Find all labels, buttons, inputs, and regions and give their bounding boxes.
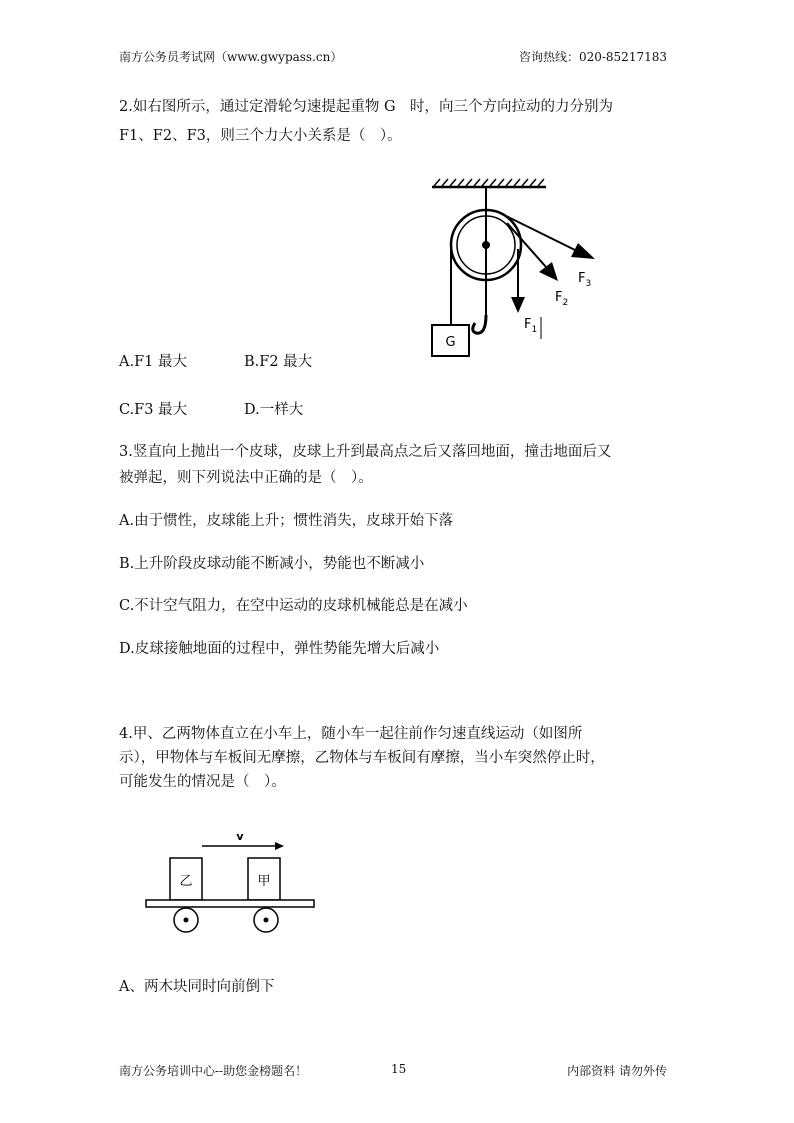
q3-line2: 被弹起，则下列说法中正确的是（ ）。 xyxy=(119,470,373,486)
cart-board xyxy=(146,900,314,907)
label-f3: $F_3$ xyxy=(578,271,592,289)
arrowhead-f3 xyxy=(571,243,595,259)
header-left: 南方公务员考试网（www.gwypass.cn） xyxy=(119,50,343,64)
q2-option-d: D.一样大 xyxy=(244,402,304,418)
cart-figure xyxy=(140,820,320,940)
q4-option-a: A、两木块同时向前倒下 xyxy=(119,979,275,995)
q3-option-c: C.不计空气阻力，在空中运动的皮球机械能总是在减小 xyxy=(119,598,468,614)
hook xyxy=(473,315,486,333)
pulley-figure xyxy=(420,175,620,365)
page-number: 15 xyxy=(391,1062,407,1076)
label-f1: $F_1$ xyxy=(524,317,538,335)
block-yi-label: 乙 xyxy=(179,874,193,889)
q2-option-b: B.F2 最大 xyxy=(244,354,313,370)
velocity-label: v xyxy=(236,830,244,843)
footer-right: 内部资料 请勿外传 xyxy=(567,1064,667,1078)
weight-label: G xyxy=(445,335,456,350)
velocity-arrowhead xyxy=(275,842,284,850)
q2-option-a: A.F1 最大 xyxy=(119,354,187,370)
q4-line3: 可能发生的情况是（ ）。 xyxy=(119,774,286,790)
q3-option-b: B.上升阶段皮球动能不断减小，势能也不断减小 xyxy=(119,556,425,572)
arrowhead-f1 xyxy=(511,297,525,313)
q3-line1: 3.竖直向上抛出一个皮球，皮球上升到最高点之后又落回地面，撞击地面后又 xyxy=(119,444,612,460)
wheel-left-hub xyxy=(184,918,189,923)
q3-option-d: D.皮球接触地面的过程中，弹性势能先增大后减小 xyxy=(119,641,440,657)
ceiling-hatch xyxy=(434,179,544,186)
wheel-right-hub xyxy=(264,918,269,923)
arrowhead-f2 xyxy=(539,262,558,281)
q2-line1: 2.如右图所示，通过定滑轮匀速提起重物 G 时，向三个方向拉动的力分别为 xyxy=(119,99,614,115)
q4-line2: 示），甲物体与车板间无摩擦，乙物体与车板间有摩擦，当小车突然停止时， xyxy=(119,750,605,766)
block-jia-label: 甲 xyxy=(257,874,271,889)
q2-option-c: C.F3 最大 xyxy=(119,402,188,418)
header-right: 咨询热线：020-85217183 xyxy=(518,50,667,64)
q3-option-a: A.由于惯性，皮球能上升；惯性消失，皮球开始下落 xyxy=(119,513,454,529)
label-f2: $F_2$ xyxy=(555,290,569,308)
q2-line2: F1、F2、F3，则三个力大小关系是（ ）。 xyxy=(119,128,402,144)
rope-f2 xyxy=(507,223,546,267)
footer-left: 南方公务培训中心--助您金榜题名！ xyxy=(119,1064,308,1078)
q4-line1: 4.甲、乙两物体直立在小车上，随小车一起往前作匀速直线运动（如图所 xyxy=(119,726,583,742)
